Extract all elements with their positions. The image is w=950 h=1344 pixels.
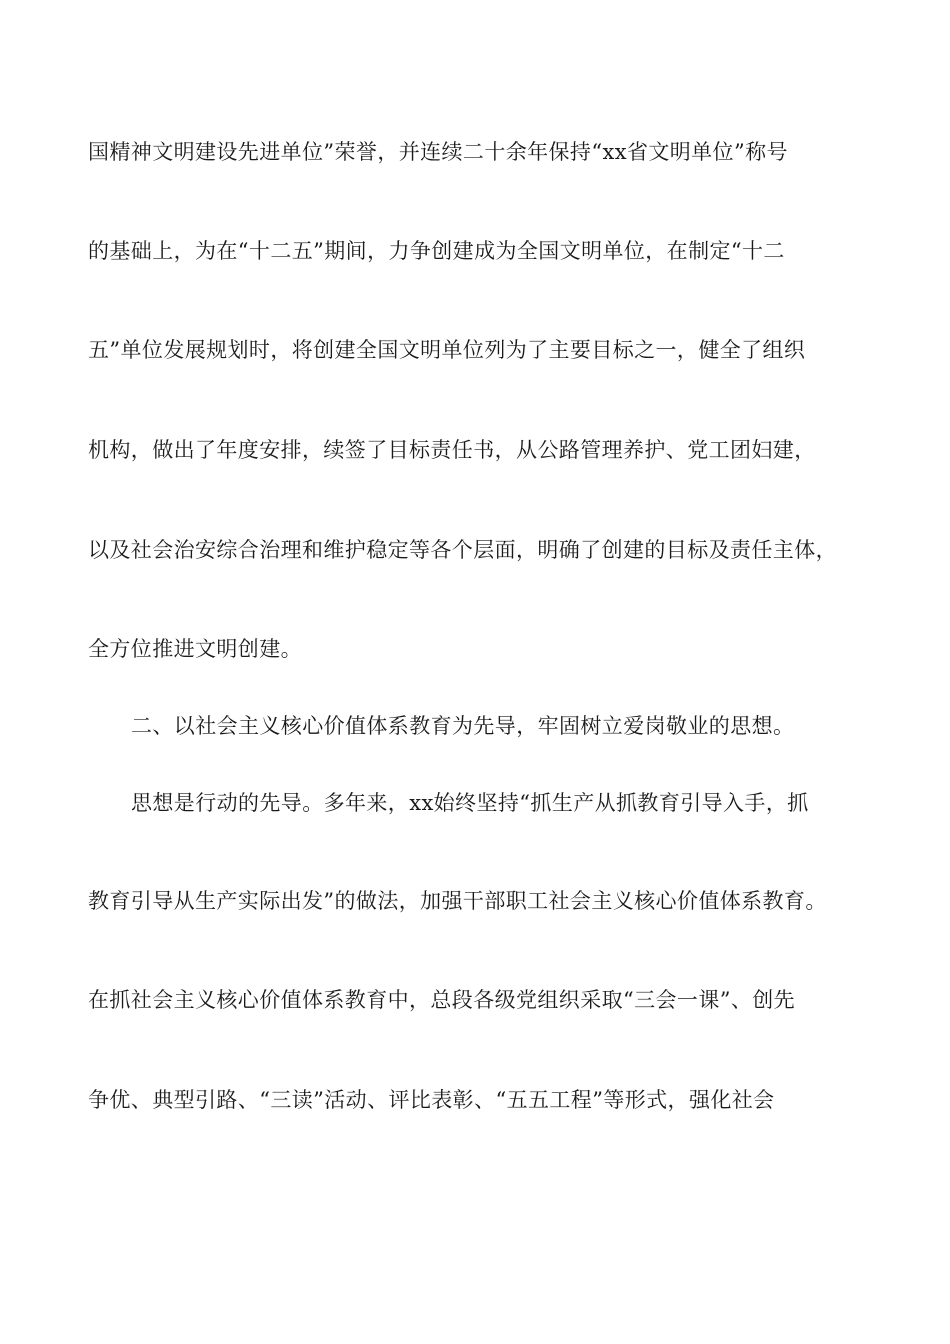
paragraph-line-9: 在抓社会主义核心价值体系教育中，总段各级党组织采取“三会一课”、创先 [88,988,796,1012]
paragraph-line-10: 争优、典型引路、“三读”活动、评比表彰、“五五工程”等形式，强化社会 [88,1088,775,1112]
section-heading: 二、以社会主义核心价值体系教育为先导，牢固树立爱岗敬业的思想。 [131,714,795,738]
paragraph-line-3: 五”单位发展规划时，将创建全国文明单位列为了主要目标之一，健全了组织 [88,338,806,362]
paragraph-line-1: 国精神文明建设先进单位”荣誉，并连续二十余年保持“xx省文明单位”称号 [88,140,788,164]
paragraph-line-7: 思想是行动的先导。多年来，xx始终坚持“抓生产从抓教育引导入手，抓 [131,791,809,815]
paragraph-line-2: 的基础上，为在“十二五”期间，力争创建成为全国文明单位，在制定“十二 [88,239,785,263]
paragraph-line-5: 以及社会治安综合治理和维护稳定等各个层面，明确了创建的目标及责任主体， [88,538,837,562]
paragraph-line-4: 机构，做出了年度安排，续签了目标责任书，从公路管理养护、党工团妇建， [88,438,816,462]
paragraph-line-6: 全方位推进文明创建。 [88,637,302,661]
paragraph-line-8: 教育引导从生产实际出发”的做法，加强干部职工社会主义核心价值体系教育。 [88,889,827,913]
